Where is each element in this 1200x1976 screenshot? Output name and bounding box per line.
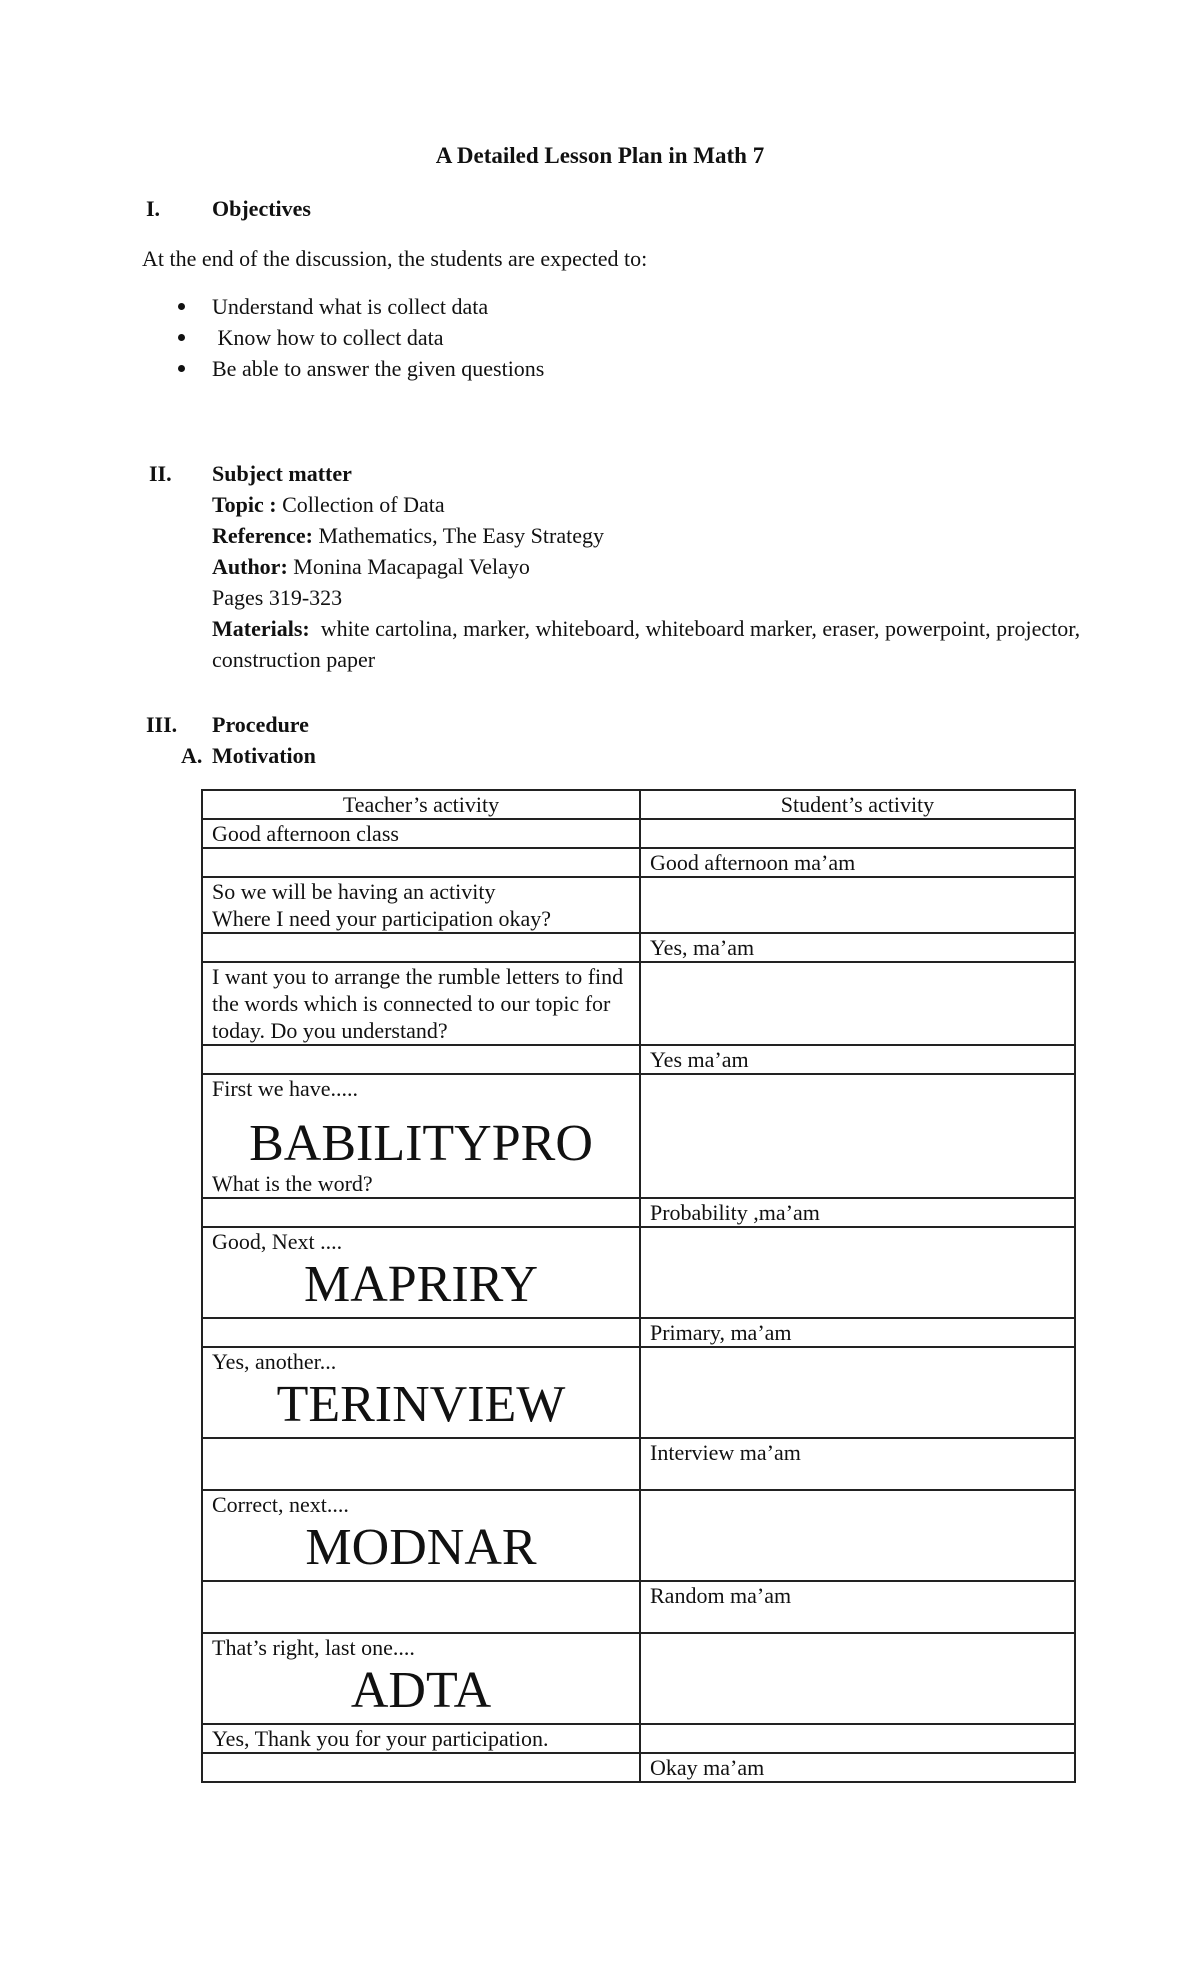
teacher-cell [202, 1347, 640, 1438]
activity-table [201, 789, 1076, 1783]
teacher-cell [202, 1633, 640, 1724]
student-cell [640, 1724, 1075, 1753]
student-text: Yes ma’am [650, 1047, 749, 1072]
reference-label: Reference: [212, 523, 313, 548]
table-row [202, 1318, 1075, 1347]
student-text: Random ma’am [650, 1583, 792, 1608]
section-numeral-subject: II. [149, 461, 172, 486]
teacher-text: Yes, Thank you for your participation. [212, 1726, 549, 1751]
student-text: Interview ma’am [650, 1440, 801, 1465]
teacher-cell [202, 877, 640, 933]
student-text: Yes, ma’am [650, 935, 755, 960]
student-text: Probability ,ma’am [650, 1200, 820, 1225]
student-cell [640, 1227, 1075, 1318]
author-value: Monina Macapagal Velayo [287, 554, 530, 579]
bullet-icon [178, 365, 185, 372]
student-cell [640, 933, 1075, 962]
teacher-cell [202, 1318, 640, 1347]
teacher-cell [202, 1753, 640, 1782]
objective-text: Know how to collect data [212, 325, 444, 350]
activity-table-body [202, 819, 1075, 1782]
teacher-cell [202, 1438, 640, 1490]
scrambled-word: TERINVIEW [276, 1376, 566, 1433]
teacher-cell [202, 1227, 640, 1318]
student-cell [640, 1490, 1075, 1581]
section-heading-subject: Subject matter [212, 461, 352, 486]
page-title: A Detailed Lesson Plan in Math 7 [435, 143, 765, 168]
student-cell [640, 1074, 1075, 1198]
teacher-text: So we will be having an activity [212, 879, 496, 904]
student-cell [640, 819, 1075, 848]
table-row [202, 819, 1075, 848]
student-text: Primary, ma’am [650, 1320, 792, 1345]
table-row [202, 1074, 1075, 1198]
table-row [202, 1490, 1075, 1581]
table-row [202, 1724, 1075, 1753]
teacher-text: Good, Next .... [212, 1229, 343, 1254]
table-row [202, 962, 1075, 1045]
subject-matter-block [212, 458, 1092, 675]
section-heading-objectives: Objectives [212, 196, 311, 221]
objectives-list [170, 291, 544, 384]
materials-value: white cartolina, marker, whiteboard, whiteboard marker, eraser, powerpoint, projector, construction paper [212, 616, 1086, 672]
objective-text: Understand what is collect data [212, 294, 489, 319]
teacher-cell [202, 848, 640, 877]
table-header-row [202, 790, 1075, 819]
student-cell [640, 1581, 1075, 1633]
student-cell [640, 1633, 1075, 1724]
student-cell [640, 1753, 1075, 1782]
student-cell [640, 848, 1075, 877]
table-row [202, 1198, 1075, 1227]
table-row [202, 1633, 1075, 1724]
student-text: Okay ma’am [650, 1755, 765, 1780]
table-row [202, 933, 1075, 962]
teacher-cell [202, 962, 640, 1045]
student-cell [640, 877, 1075, 933]
teacher-text: Yes, another... [212, 1349, 337, 1374]
student-text: Good afternoon ma’am [650, 850, 856, 875]
objective-text: Be able to answer the given questions [212, 356, 545, 381]
teacher-cell [202, 933, 640, 962]
student-cell [640, 1347, 1075, 1438]
author-label: Author: [212, 554, 288, 579]
table-row [202, 1581, 1075, 1633]
teacher-text: Where I need your participation okay? [212, 906, 552, 931]
list-item [170, 322, 544, 353]
teacher-cell [202, 1724, 640, 1753]
teacher-cell [202, 819, 640, 848]
table-row [202, 1753, 1075, 1782]
scrambled-word: ADTA [350, 1662, 492, 1719]
table-row [202, 877, 1075, 933]
section-numeral-objectives: I. [146, 196, 161, 221]
teacher-followup-text: What is the word? [212, 1171, 373, 1196]
subsection-heading-motivation: Motivation [212, 743, 316, 768]
header-student: Student’s activity [640, 790, 1075, 819]
teacher-cell [202, 1074, 640, 1198]
section-numeral-procedure: III. [146, 712, 178, 737]
student-cell [640, 962, 1075, 1045]
list-item [170, 353, 544, 384]
pages-text: Pages 319-323 [212, 585, 343, 610]
scrambled-word: MODNAR [305, 1519, 537, 1576]
teacher-text: Correct, next.... [212, 1492, 349, 1517]
table-row [202, 1227, 1075, 1318]
table-row [202, 1347, 1075, 1438]
teacher-text: Good afternoon class [212, 821, 399, 846]
objectives-intro: At the end of the discussion, the students are expected to: [142, 246, 648, 271]
topic-label: Topic : [212, 492, 277, 517]
student-cell [640, 1438, 1075, 1490]
subsection-letter: A. [181, 743, 203, 768]
teacher-cell [202, 1581, 640, 1633]
reference-value: Mathematics, The Easy Strategy [312, 523, 604, 548]
list-item [170, 291, 544, 322]
student-cell [640, 1198, 1075, 1227]
table-row [202, 1438, 1075, 1490]
topic-value: Collection of Data [276, 492, 445, 517]
header-teacher: Teacher’s activity [202, 790, 640, 819]
scrambled-word: BABILITYPRO [249, 1115, 593, 1172]
teacher-text: First we have..... [212, 1076, 359, 1101]
teacher-text: I want you to arrange the rumble letters to find the words which is connected to our topic for today. Do you understand? [212, 964, 624, 1043]
teacher-cell [202, 1198, 640, 1227]
student-cell [640, 1318, 1075, 1347]
table-row [202, 848, 1075, 877]
teacher-cell [202, 1490, 640, 1581]
student-cell [640, 1045, 1075, 1074]
section-heading-procedure: Procedure [212, 712, 309, 737]
teacher-text: That’s right, last one.... [212, 1635, 415, 1660]
table-row [202, 1045, 1075, 1074]
materials-label: Materials: [212, 616, 310, 641]
bullet-icon [178, 334, 185, 341]
bullet-icon [178, 303, 185, 310]
scrambled-word: MAPRIRY [303, 1256, 539, 1313]
teacher-cell [202, 1045, 640, 1074]
